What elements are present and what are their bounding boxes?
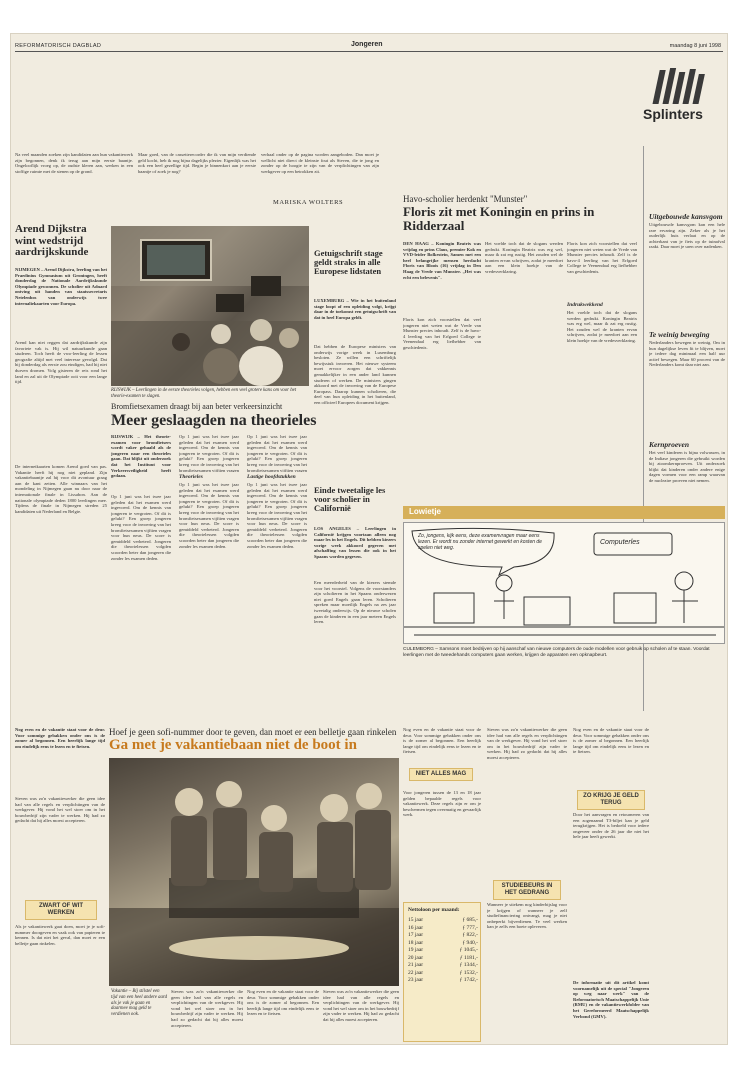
wage-amount: ƒ 685,- bbox=[462, 917, 478, 923]
tweetalig-headline: Einde tweetalige les voor scholier in Californië bbox=[314, 485, 386, 513]
sidebar-body-3: Het veel kinderen is bijna volwassen, in de Indiase jongeren die gebruikt worden bij atoomkernproeven. Uit onderzoek blijkt dat kinderen onder andere enige dagen vormen voor een ramp waarvan de nucleaire proeven niet nemen. bbox=[649, 450, 725, 483]
intro-col-2: Maar goed, van de cassetterecorder die ik van mijn verdiende geld kocht, heb ik nog bijna dagelijks plezier. Eigenlijk was het ook een heel gezellige tijd. Begin je binnenkort aan je eerste baantje of zoek je nog? bbox=[138, 152, 256, 174]
sidebar-title-3: Kernproeven bbox=[649, 440, 689, 449]
wage-age: 15 jaar bbox=[408, 917, 424, 923]
floris-headline: Floris zit met Koningin en prins in Ridderzaal bbox=[403, 204, 595, 233]
wage-age: 19 jaar bbox=[408, 947, 424, 953]
sidebar-body-1: Uitgebouwde kansvgom kan een hele rare ervaring zijn. Zeker als je het ouderlijk huis verlaat en op de achterkant van je fiets op de tuinafval raakt. Daar moet je uren over nadenken. bbox=[649, 222, 725, 250]
arend-lead: NIJMEGEN – Arend Dijkstra, leerling van het Praedinius Gymnasium uit Groningen, heeft donderdag de Nationale Aardrijkskunde Olympiade gewonnen. De scholier uit Adnard ontving uit handen van staatssecretaris Netelenbos van onderwijs twee internaliekaarten voor Europa. bbox=[15, 267, 107, 306]
tweetalig-body: Een meerderheid van de kiezers stemde voor het voorstel. Volgens de voorstanders zijn scholieren in het Spaans onderwezen niet goed Engels gaan leren. Scholieren spreken maar moeilijk Engels na zes jaar tweetalig onderwijs. Op de nieuwe scholen gaan de kinderen in een jaar meteen Engels leren. bbox=[314, 580, 396, 625]
getuigschrift-headline: Getuigschrift stage geldt straks in alle Europese lidstaten bbox=[314, 248, 383, 276]
intro-col-3: verhaal onder op de pagina worden aangeboden. Dan moet je wellicht niet direct de kleinste fout als Steven, die te jong en zonder op de hoogte te zijn van de verplichtingen van zijn werkgever op een betrokken zit. bbox=[261, 152, 379, 174]
getuigschrift-lead: LUXEMBURG – Wie in het buitenland stage loopt of een opleiding volgt, krijgt daar in de toekomst een getuigschrift van dat in heel Europa geldt. bbox=[314, 298, 396, 320]
wage-box bbox=[403, 902, 481, 1042]
page-date: maandag 8 juni 1998 bbox=[669, 43, 721, 49]
vakantie-headline: Ga met je vakantiebaan niet de boot in bbox=[109, 737, 357, 753]
classroom-photo bbox=[111, 226, 309, 386]
wage-age: 21 jaar bbox=[408, 962, 424, 968]
floris-body-2: Het voelde toch dat de slogans werden gedrukt. Koningin Beatrix was erg wel, maar ik zat erg rustig. Het zouden wel de kranten ervan schrijven, zodat je meedoet aan een klein hoekje van de vredesverklaring. bbox=[485, 241, 563, 274]
bromfiets-kicker: Bromfietsexamen draagt bij aan beter verkeersinzicht bbox=[111, 402, 283, 411]
vakantie-intro: Nog even en de vakantie staat voor de deur. Voor sommige gebakken onder ons is de zomer al begonnen. Een heerlijk lange tijd om eindelijk eens te lezen en te fietsen. bbox=[15, 727, 105, 749]
wage-row bbox=[408, 932, 478, 940]
vakantie-footer-note: De informatie uit dit artikel komt voornamelijk uit de special "Jongeren op weg naar werk" van de Reformatorisch Maatschappelijk Unie (RMU) en de vakantiewerkfolder van het Gereformeerd Maatschappelijk Verbond (GMV). bbox=[573, 980, 649, 1019]
bromfiets-body-2: Op 1 juni was het twee jaar geleden dat het examen werd ingevoerd. Om de kennis van jongeren te vergroten. Of dit is gelukt? Een groep jongeren kreeg voor de invoering van het bromfietsexamen vijftien vragen bbox=[179, 434, 239, 472]
bromfiets-sub-lastige: Lastige hoofdstukken bbox=[247, 474, 296, 480]
vakantie-col-6: Nog even en de vakantie staat voor de deur. Voor sommige gebakken onder ons is de zomer al begonnen. Een heerlijk lange tijd om eindelijk eens te lezen en te fietsen. bbox=[573, 727, 649, 755]
box-geld-terug: ZO KRIJG JE GELD TERUG bbox=[577, 790, 645, 810]
bromfiets-body-3: Op 1 juni was het twee jaar geleden dat het examen werd ingevoerd. Om de kennis van jongeren te vergroten. Of dit is gelukt? Een groep jongeren kreeg voor de invoering van het bromfietsexamen vijftien vragen voor hun neus. De score is gemiddeld verbeterd. Jongeren die theorielessen volgden scoorden beter dan jongeren die zonder les examen deden. bbox=[179, 482, 239, 549]
box-zwart-wit: ZWART OF WIT WERKEN bbox=[25, 900, 97, 920]
sidebar-title-1: Uitgebouwde kansvgom bbox=[649, 212, 723, 221]
section-divider-bar bbox=[15, 712, 727, 720]
wage-age: 16 jaar bbox=[408, 924, 424, 931]
wage-age: 23 jaar bbox=[408, 977, 424, 983]
lowietje-speech: Zo, jongens, kijk eens, deze examenvragen maar eens lezen. Er wordt nu zonder internet gewerkt en kosten de spelen niet weg. bbox=[418, 533, 542, 551]
wage-title: Nettoloon per maand: bbox=[408, 907, 460, 913]
floris-sub: Indrukwekkend bbox=[567, 302, 603, 308]
wage-row bbox=[408, 940, 478, 948]
wage-amount: ƒ 1181,- bbox=[459, 954, 478, 961]
box-zwart-wit-body: Als je vakantiewerk gaat doen, moet je je sofi-nummer doorgeven en vaak ook van papieren te kennen. Is dat niet het geval, dan moet er een belletje gaan rinkelen. bbox=[15, 924, 105, 946]
vakantie-photo-caption: Vakantie – Bij stilstel een tijd van een heel andere aard als je vak je gaan en daarmee mag geld te verdienen ook. bbox=[111, 989, 167, 1018]
wage-amount: ƒ 777,- bbox=[462, 924, 478, 931]
wage-amount: ƒ 1045,- bbox=[459, 947, 478, 953]
splinters-title: Splinters bbox=[643, 106, 703, 122]
vakantie-photo bbox=[109, 758, 399, 986]
bromfiets-body-4: Op 1 juni was het twee jaar geleden dat het examen werd ingevoerd. Om de kennis van jongeren te vergroten. Of dit is gelukt? Een groep jongeren kreeg voor de invoering van het bromfietsexamen vijftien vragen bbox=[247, 434, 307, 472]
tweetalig-lead: LOS ANGELES – Leerlingen in Californië krijgen voortaan alleen nog maar les in het Engels. Dit hebben kiezers vorige week akkoord gegeven met afschaffing van lessen die ook in het Spaans worden gegeven. bbox=[314, 526, 396, 559]
wage-row bbox=[408, 970, 478, 978]
arend-body: Arend kan niet reggen dat aardrijkskunde zijn favoriete vak is. Hij wil natuurkunde gaan studeren. Toch heeft de vwo-leerling de lessen geografie altijd met veel interesse gevolgd. Dat hij donderdag als eerste zou eindigen, had hij niet durven dromen. Volg gisteren de reis rond het land en zal uit de Olympiade ooit voor een lange tijd. bbox=[15, 340, 107, 385]
wage-age: 20 jaar bbox=[408, 954, 424, 961]
arend-headline: Arend Dijkstra wint wedstrijd aardrijkskunde bbox=[15, 223, 89, 259]
floris-kicker: Havo-scholier herdenkt "Munster" bbox=[403, 194, 528, 204]
arend-body-2: De internetkaarten komen Arend goed van pas. Vakantie heeft hij nog niet gepland. Zijn vakantiebaantje zal hij voor dit avontuur graag aan de kant zetten. Alle winnaars van het mondeling in Nijmegen gaan nu door naar de internationale finale in Lissabon. Aan de nationale olympiade deden 1800 leerlingen mee. Tijdens de finale in Nijmegen streden 25 kandidaten uit Nederland en Belgie. bbox=[15, 464, 107, 514]
wage-row bbox=[408, 947, 478, 955]
wage-age: 17 jaar bbox=[408, 932, 424, 938]
bromfiets-body-5: Op 1 juni was het twee jaar geleden dat het examen werd ingevoerd. Om de kennis van jongeren te vergroten. Of dit is gelukt? Een groep jongeren kreeg voor de invoering van het bromfietsexamen vijftien vragen voor hun neus. De score is gemiddeld verbeterd. Jongeren die theorielessen volgden scoorden beter dan jongeren die zonder les examen deden. bbox=[247, 482, 307, 549]
wage-row bbox=[408, 977, 478, 985]
lowietje-cartoon bbox=[403, 522, 725, 644]
lowietje-banner bbox=[403, 506, 725, 519]
vakantie-col-5: Steven was zo'n vakantiewerker die geen idee had van alle regels en verplichtingen van de werkgever. Hij vond het wel stoer om in het bouwbedrijf zijn vader te werken. Hij had zo gedacht dat hij alles moest accepteren. bbox=[487, 727, 567, 760]
vakantie-intro-2: Steven was zo'n vakantiewerker die geen idee had van alle regels en verplichtingen van de werkgever. Hij vond het wel stoer om in het bouwbedrijf zijn vader te werken. Hij had zo gedacht dat hij alles moest accepteren. bbox=[15, 796, 105, 824]
splinters-logo bbox=[637, 64, 723, 128]
lowietje-sign: Computerles bbox=[600, 539, 640, 546]
wage-row bbox=[408, 962, 478, 970]
lowietje-label: Lowietje bbox=[409, 507, 442, 516]
sidebar-title-2: Te weinig beweging bbox=[649, 330, 710, 339]
bromfiets-headline: Meer geslaagden na theorieles bbox=[111, 412, 317, 429]
floris-body-3: Floris kon zich voorstellen dat veel jongeren niet weten wat de Vrede van Munster precies inhoudt. Zelf is de havo-4 leerling van het Erfgoed College te Veenendaal erg liefhebber van geschiedenis. bbox=[567, 241, 637, 274]
section-title: Jongeren bbox=[351, 41, 383, 48]
box-niet-alles-mag: NIET ALLES MAG bbox=[409, 768, 473, 781]
floris-body: Floris kon zich voorstellen dat veel jongeren niet weten wat de Vrede van Munster precies inhoudt. Zelf is de havo-4 leerling van het Erfgoed College te Veenendaal erg liefhebber van geschiedenis. bbox=[403, 317, 481, 350]
intro-author: MARISKA WOLTERS bbox=[273, 199, 344, 206]
newspaper-page bbox=[10, 33, 728, 1045]
floris-body-4: Het voelde toch dat de slogans werden gedrukt. Koningin Beatrix was erg wel, maar ik zat erg rustig. Het zouden wel de kranten ervan schrijven, zodat je meedoet aan een klein hoekje van de vredesverklaring. bbox=[567, 310, 637, 343]
box-studiebeurs: STUDIEBEURS IN HET GEDRANG bbox=[493, 880, 561, 900]
bromfiets-lead: RIJSWIJK – Het theorie-examen voor bromfietsers wordt vaker gehaald als de jongeren naar een theorieles gaan. Dat blijkt uit onderzoek dat het Instituut voor Verkeersveiligheid heeft gedaan. bbox=[111, 434, 171, 479]
wage-row bbox=[408, 917, 478, 925]
vakantie-kicker: Hoef je geen sofi-nummer door te geven, dan moet er een belletje gaan rinkelen bbox=[109, 727, 397, 737]
header-rule bbox=[15, 51, 723, 52]
box-studiebeurs-body: Wanneer je stiekem nog kinderbijslag voor je krijgen of wanneer je zelf studiefinanciering ontvangt, mag je niet onbeperkt bijverdienen. Te veel werken kan je zelfs een boete opleveren. bbox=[487, 902, 567, 930]
sidebar-body-2: Nederlanders bewegen te weinig. Om in hun dagelijkse leven fit te blijven, moet je iedere dag minimaal een half uur actief bewegen. Maar 60 procent van de Nederlanders komt daar niet aan. bbox=[649, 340, 725, 368]
bromfiets-sub-theorieles: Theorieles bbox=[179, 474, 203, 480]
wage-amount: ƒ 1532,- bbox=[459, 969, 478, 976]
vakantie-col-2: Nog even en de vakantie staat voor de deur. Voor sommige gebakken onder ons is de zomer al begonnen. Een heerlijk lange tijd om eindelijk eens te lezen en te fietsen. bbox=[247, 989, 319, 1017]
wage-amount: ƒ 940,- bbox=[462, 939, 478, 946]
paper-name: REFORMATORISCH DAGBLAD bbox=[15, 43, 102, 49]
vakantie-col-3: Steven was zo'n vakantiewerker die geen idee had van alle regels en verplichtingen van de werkgever. Hij vond het wel stoer om in het bouwbedrijf zijn vader te werken. Hij had zo gedacht dat hij alles moest accepteren. bbox=[323, 989, 399, 1022]
wage-amount: ƒ 1742,- bbox=[459, 977, 478, 983]
bromfiets-body-1: Op 1 juni was het twee jaar geleden dat het examen werd ingevoerd. Om de kennis van jongeren te vergroten. Of dit is gelukt? Een groep jongeren kreeg voor de invoering van het bromfietsexamen vijftien vragen voor hun neus. De score is gemiddeld verbeterd. Jongeren die theorielessen volgden scoorden beter dan jongeren die zonder les examen deden. bbox=[111, 494, 171, 561]
wage-age: 18 jaar bbox=[408, 939, 424, 946]
wage-amount: ƒ 1344,- bbox=[459, 962, 478, 968]
wage-table bbox=[408, 917, 478, 985]
vakantie-col-1: Steven was zo'n vakantiewerker die geen idee had van alle regels en verplichtingen van de werkgever. Hij vond het wel stoer om in het bouwbedrijf zijn vader te werken. Hij had zo gedacht dat hij alles moest accepteren. bbox=[171, 989, 243, 1028]
lowietje-caption: CULEMBORG – Samsons moet bedrijven op hij aanschaf van nieuwe computers de oude modellen voor gebruik op scholen af te staan. Voordat leerlingen met de tweedehands computers gaan werken, krijgen de apparaten een opknapbeurt. bbox=[403, 647, 710, 658]
wage-row bbox=[408, 955, 478, 963]
wage-age: 22 jaar bbox=[408, 969, 424, 976]
wage-amount: ƒ 822,- bbox=[462, 932, 478, 938]
getuigschrift-body: Dat hebben de Europese ministers van onderwijs vorige week in Luxemburg besloten. Ze willen een schriftelijk bewijsstuk invoeren. Het nieuwe systeem moet ervoor zorgen dat vakkennis gemakkelijker in een ander land kunnen studeren of werken. De ministers gingen akkoord met de invoering van de Europese Europass. Daarop kunnen scholieren, die deel van hun opleiding in het buitenland, een officieel Europees document krijgen. bbox=[314, 344, 396, 405]
floris-lead: DEN HAAG – Koningin Beatrix was vrijdag en prins Claus, premier Kok en VVD-leider Bolkestein, Samen met een heel belangrijke mensen herdacht Floris van Bloois (16) vrijdag in Den Haag de Vrede van Munster. „Het was echt een belevenis". bbox=[403, 241, 481, 280]
box-niet-alles-mag-body: Voor jongeren tussen de 13 en 18 jaar gelden bepaalde regels voor vakantiewerk. Deze regels zijn er om je beschermen tegen overmatig en gevaarlijk werk. bbox=[403, 790, 481, 818]
classroom-photo-caption: RIJSWIJK – Leerlingen in de eerste theorieles volgen, hebben een veel grotere kans om voor het theorie-examen te slagen. bbox=[111, 388, 297, 399]
wage-row bbox=[408, 925, 478, 933]
vakantie-col-4: Nog even en de vakantie staat voor de deur. Voor sommige gebakken onder ons is de zomer al begonnen. Een heerlijk lange tijd om eindelijk eens te lezen en te fietsen. bbox=[403, 727, 481, 755]
intro-col-1: Na veel maanden zoeken zijn kandidaten aan hun vakantiewerk zijn begonnen, denk ik terug aan mijn eerste baantje. Ongelooflijk vroeg op, de oudste kleren aan, werken in een stoffige ruimte met de stenen op de grond. bbox=[15, 152, 133, 174]
box-geld-terug-body: Door het aanvragen en retourneren van een zogenaamd T3-biljet kan je geld terugkrijgen. Het is bedoeld voor iedere ongeveer onder de 26 jaar die niet het hele jaar heeft gewerkt. bbox=[573, 812, 649, 840]
